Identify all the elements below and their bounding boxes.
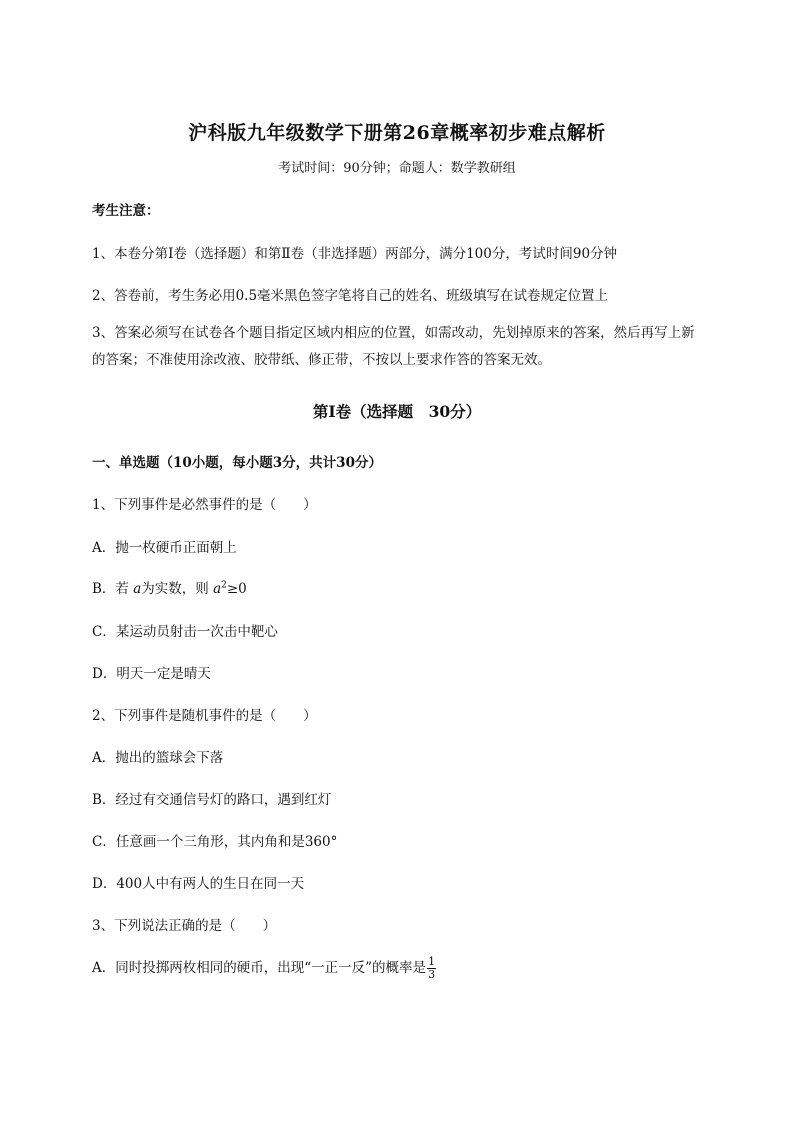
question-1-option-c: C．某运动员射击一次击中靶心 bbox=[92, 624, 278, 640]
fraction-denominator: 3 bbox=[428, 968, 436, 981]
question-2-option-c: C．任意画一个三角形，其内角和是360° bbox=[92, 834, 338, 850]
option-b-suffix: ≥0 bbox=[226, 581, 247, 597]
question-2-option-b: B．经过有交通信号灯的路口，遇到红灯 bbox=[92, 792, 332, 808]
question-3-stem: 3、下列说法正确的是（ ） bbox=[92, 918, 277, 934]
question-2-option-d: D．400人中有两人的生日在同一天 bbox=[92, 876, 305, 892]
variable-a-squared: a bbox=[213, 581, 222, 597]
part-heading: 一、单选题（10小题，每小题3分，共计30分） bbox=[92, 455, 382, 471]
notice-item-3: 3、答案必须写在试卷各个题目指定区域内相应的位置，如需改动，先划掉原来的答案，然后再写上新的答案；不准使用涂改液、胶带纸、修正带，不按以上要求作答的答案无效。 bbox=[92, 325, 695, 368]
fraction bbox=[427, 956, 436, 981]
question-3-option-a bbox=[92, 956, 436, 981]
fraction-numerator: 1 bbox=[428, 955, 436, 968]
page-title: 沪科版九年级数学下册第26章概率初步难点解析 bbox=[188, 122, 606, 144]
notice-item-2: 2、答卷前，考生务必用0.5毫米黑色签字笔将自己的姓名、班级填写在试卷规定位置上 bbox=[92, 288, 609, 304]
option-b-prefix: B．若 bbox=[92, 581, 134, 597]
option-a-text: A．同时投掷两枚相同的硬币，出现“一正一反”的概率是 bbox=[92, 960, 427, 976]
section-title: 第I卷（选择题 30分） bbox=[312, 402, 482, 421]
question-2-stem: 2、下列事件是随机事件的是（ ） bbox=[92, 708, 317, 724]
notice-item-1: 1、本卷分第I卷（选择题）和第Ⅱ卷（非选择题）两部分，满分100分，考试时间90分钟 bbox=[92, 246, 618, 262]
notice-heading: 考生注意： bbox=[92, 203, 160, 219]
variable-a: a bbox=[133, 581, 142, 597]
question-1-option-d: D．明天一定是晴天 bbox=[92, 666, 211, 682]
option-b-mid: 为实数，则 bbox=[141, 581, 214, 597]
exponent: 2 bbox=[221, 580, 227, 591]
question-1-option-b bbox=[92, 577, 247, 597]
question-2-option-a: A．抛出的篮球会下落 bbox=[92, 750, 224, 766]
question-1-stem: 1、下列事件是必然事件的是（ ） bbox=[92, 497, 317, 513]
exam-subtitle: 考试时间：90分钟；命题人：数学教研组 bbox=[278, 161, 516, 176]
question-1-option-a: A．抛一枚硬币正面朝上 bbox=[92, 540, 237, 556]
